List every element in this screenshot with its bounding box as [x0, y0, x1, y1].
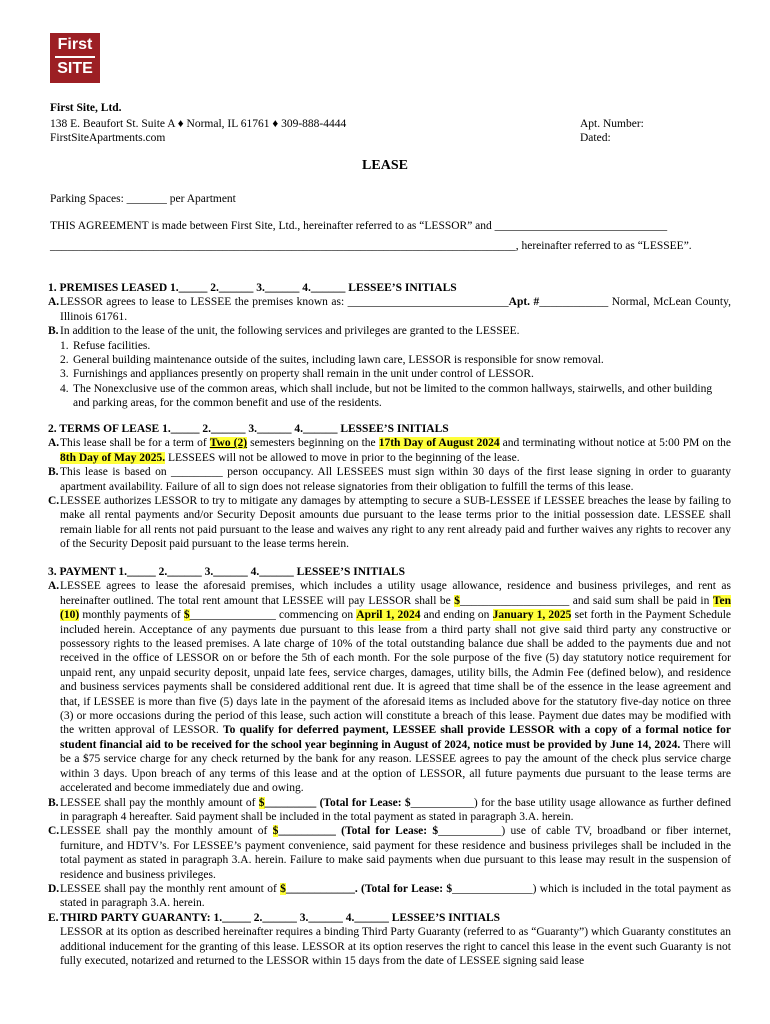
agreement-paragraph — [50, 219, 730, 254]
service-item-3 — [48, 367, 731, 381]
text-run: __________ (Total for Lease: $ — [278, 825, 439, 838]
deferred-payment-notice: To qualify for deferred payment, LESSEE shall provide LESSOR with a copy of a formal notice for student financial aid to be received for the school year beginning in August of 2024, notice must be provided by June 14, 2024. — [60, 724, 731, 751]
text-run: There will be a $75 service charge for any check returned by the bank for any reason. LESSEE agrees to pay the amount of the check plus service charge within 3 days. Upon breach of any terms of this lease and at the option of LESSOR, all future payments due pursuant to the lease terms are accelerated and become immediately due and owing. — [60, 738, 731, 795]
text-run: This lease shall be for a term of — [60, 437, 210, 450]
text-run: LESSEE shall pay the monthly amount of — [60, 825, 273, 838]
item-text: Refuse facilities. — [73, 339, 151, 352]
third-party-guaranty-heading: THIRD PARTY GUARANTY: 1._____ 2.______ 3.______ 4.______ LESSEE’S INITIALS — [60, 911, 501, 924]
item-text: General building maintenance outside of the suites, including lawn care, LESSOR is responsible for snow removal. — [73, 354, 604, 367]
item-text: The Nonexclusive use of the common areas, which shall include, but not be limited to the common hallways, stairwells, and other building and parking areas, for the common benefit and use of the residents. — [73, 382, 713, 410]
apt-label: Apt. # — [508, 296, 540, 309]
payment-count-highlight: Ten (10) — [60, 594, 731, 622]
text-run: semesters beginning on the — [247, 437, 379, 450]
document-title: LEASE — [362, 158, 408, 173]
item-label: A. — [48, 296, 60, 309]
text-run: ___________) use of cable TV, broadband or fiber internet, furniture, and HDTV’s. For LESSEE’s payment convenience, said payment for these residence and business privileges shall be included in the total payment as stated in paragraph 3.A. herein. Failure to make said payments when due pursuant to this lease may result in the suspension of residence and business privileges. — [60, 825, 731, 881]
item-label: B. — [48, 466, 59, 479]
section-2-heading: 2. TERMS OF LEASE 1._____ 2.______ 3.______ 4.______ LESSEE’S INITIALS — [48, 423, 449, 435]
agreement-line-1: THIS AGREEMENT is made between First Site, Ltd., hereinafter referred to as “LESSOR” and ______________________________ — [50, 220, 668, 232]
section-2-item-b — [48, 465, 731, 494]
item-b-text: In addition to the lease of the unit, the following services and privileges are granted to the LESSEE. — [60, 325, 520, 338]
first-site-logo — [50, 33, 100, 83]
section-3-item-b — [48, 796, 731, 825]
section-1-item-b — [48, 324, 731, 338]
text-run: monthly payments of — [79, 609, 184, 622]
section-premises-leased — [48, 281, 731, 411]
company-block — [50, 101, 346, 145]
text-run: ______________) which is included in the total payment as stated in paragraph 3.A. herein. — [60, 882, 731, 910]
item-a-after: ____________ Normal, McLean County, Illinois 61761. — [60, 296, 731, 323]
apt-block — [580, 117, 644, 145]
parking-spaces-line: Parking Spaces: _______ per Apartment — [50, 193, 236, 205]
service-item-2 — [48, 353, 731, 367]
company-address: 138 E. Beaufort St. Suite A ♦ Normal, IL 61761 ♦ 309-888-4444 — [50, 118, 347, 130]
section-2-item-c — [48, 494, 731, 552]
company-website: FirstSiteApartments.com — [50, 132, 166, 144]
service-item-4 — [48, 382, 731, 411]
section-terms-of-lease — [48, 422, 731, 552]
section-3-item-a — [48, 579, 731, 795]
rent-amount-highlight: $ — [280, 882, 286, 895]
apt-number-label: Apt. Number: — [580, 118, 644, 130]
item-c-text: LESSEE authorizes LESSOR to try to mitigate any damages by attempting to secure a SUB-LESSEE if LESSEE breaches the lease by failing to make all rental payments and/or Security Deposit amounts due pursuant to the lease terms prior to the initial possession date. LESSEE shall remain liable for all rents not paid pursuant to the lease and waives any right to any rent already paid and further waives any rights to recover any of the Security Deposit paid pursuant to the lease terms herein. — [60, 495, 731, 551]
services-amount-highlight: $ — [272, 825, 279, 838]
logo-line-2: SITE — [57, 60, 93, 77]
section-3-item-e — [48, 911, 731, 969]
section-3-heading: 3. PAYMENT 1._____ 2.______ 3.______ 4.______ LESSEE’S INITIALS — [48, 566, 405, 578]
text-run: and ending on — [420, 609, 493, 622]
company-name: First Site, Ltd. — [50, 102, 122, 114]
section-1-heading: 1. PREMISES LEASED 1._____ 2.______ 3.______ 4.______ LESSEE’S INITIALS — [48, 282, 457, 294]
service-item-1 — [48, 339, 731, 353]
utility-amount-highlight: $ — [258, 796, 265, 809]
item-label: C. — [48, 825, 60, 838]
text-run: _______________ commencing on — [189, 609, 357, 622]
logo-divider — [55, 56, 95, 58]
item-label: B. — [48, 325, 59, 338]
end-date-highlight: January 1, 2025 — [492, 609, 572, 622]
item-label: A. — [48, 437, 60, 450]
text-run: LESSEE shall pay the monthly amount of — [60, 796, 259, 809]
logo-line-1: First — [57, 36, 93, 53]
item-number: 3. — [60, 368, 69, 381]
term-length-highlight: Two (2) — [209, 437, 248, 450]
item-label: B. — [48, 796, 59, 809]
text-run: ___________________ and said sum shall be paid in — [460, 594, 713, 607]
item-number: 2. — [60, 354, 69, 367]
total-rent-highlight: $ — [454, 594, 461, 607]
text-run: _________ (Total for Lease: $ — [264, 796, 411, 809]
agreement-line-2: _________________________________________________________________________________, hereinafter referred to as “LESSEE”. — [50, 240, 692, 253]
text-run: ____________. (Total for Lease: $ — [285, 882, 453, 895]
item-number: 4. — [60, 382, 69, 395]
item-label: A. — [48, 580, 60, 593]
text-run: LESSEE agrees to lease the aforesaid premises, which includes a utility usage allowance, residence and business privileges, and rent as hereinafter outlined. The total rent amount that LESSEE will pay LESSOR shall be — [60, 580, 731, 607]
section-1-item-a — [48, 295, 731, 324]
item-label: C. — [48, 495, 60, 508]
text-run: and terminating without notice at 5:00 PM on the — [499, 437, 732, 450]
item-label: E. — [48, 911, 59, 924]
item-label: D. — [48, 882, 60, 895]
item-a-text: LESSOR agrees to lease to LESSEE the premises known as: ____________________________ — [60, 296, 509, 309]
monthly-payment-highlight: $ — [183, 609, 190, 622]
text-run: ___________) for the base utility usage allowance as further defined in paragraph 4 hereafter. Said payment shall be included in the total payment as stated in paragraph 3.A. herein. — [60, 796, 731, 823]
text-run: LESSEES will not be allowed to move in prior to the beginning of the lease. — [165, 451, 520, 464]
item-text: Furnishings and appliances presently on property shall remain in the unit under control of LESSOR. — [73, 368, 534, 381]
section-payment — [48, 565, 731, 968]
section-3-item-d — [48, 882, 731, 911]
dated-label: Dated: — [580, 132, 611, 144]
section-3-item-c — [48, 824, 731, 882]
commence-date-highlight: April 1, 2024 — [356, 609, 421, 622]
text-run: set forth in the Payment Schedule included herein. Acceptance of any payments due pursuant to this lease from a third party shall not give said third party any constructive or possessory rights to the leased premises. A late charge of 10% of the total outstanding balance due shall be added to the payments due and not received in the office of LESSOR on or before the 5th of each month. For the sole purpose of the five (5) day statutory notice requirement for unpaid rent, any unpaid security deposit, unpaid late fees, service charges, damages, utility bills, the Admin Fee (defined below), and residence and business services payments shall be considered additional rent due. It is agreed that time shall be of the essence in the lease agreement and that, if LESSEE is more than five (5) days late in the payment of the aforesaid items as included above for the statutory five-day notice on three (3) or more occasions during the period of this lease, such action will constitute a breach of this lease. Payment due dates may be modified with the written approval of LESSOR. — [60, 609, 731, 737]
third-party-guaranty-text: LESSOR at its option as described hereinafter requires a binding Third Party Guaranty (referred to as “Guaranty”) which Guaranty constitutes an additional inducement for the granting of this lease. LESSOR at its option reserves the right to cancel this lease in the event such Guaranty is not fully executed, notarized and returned to the LESSOR within 15 days from the date of LESSEE signing said lease — [60, 926, 731, 967]
item-b-text: This lease is based on _________ person occupancy. All LESSEES must sign within 30 days of the first lease signing in order to guaranty apartment availability. Failure of all to sign does not release signatories from their obligation to fulfill the terms of this lease. — [60, 466, 731, 493]
text-run: LESSEE shall pay the monthly rent amount of — [60, 882, 281, 895]
item-number: 1. — [60, 339, 69, 352]
section-2-item-a — [48, 436, 731, 465]
end-date-highlight: 8th Day of May 2025. — [60, 451, 166, 464]
start-date-highlight: 17th Day of August 2024 — [378, 437, 500, 450]
